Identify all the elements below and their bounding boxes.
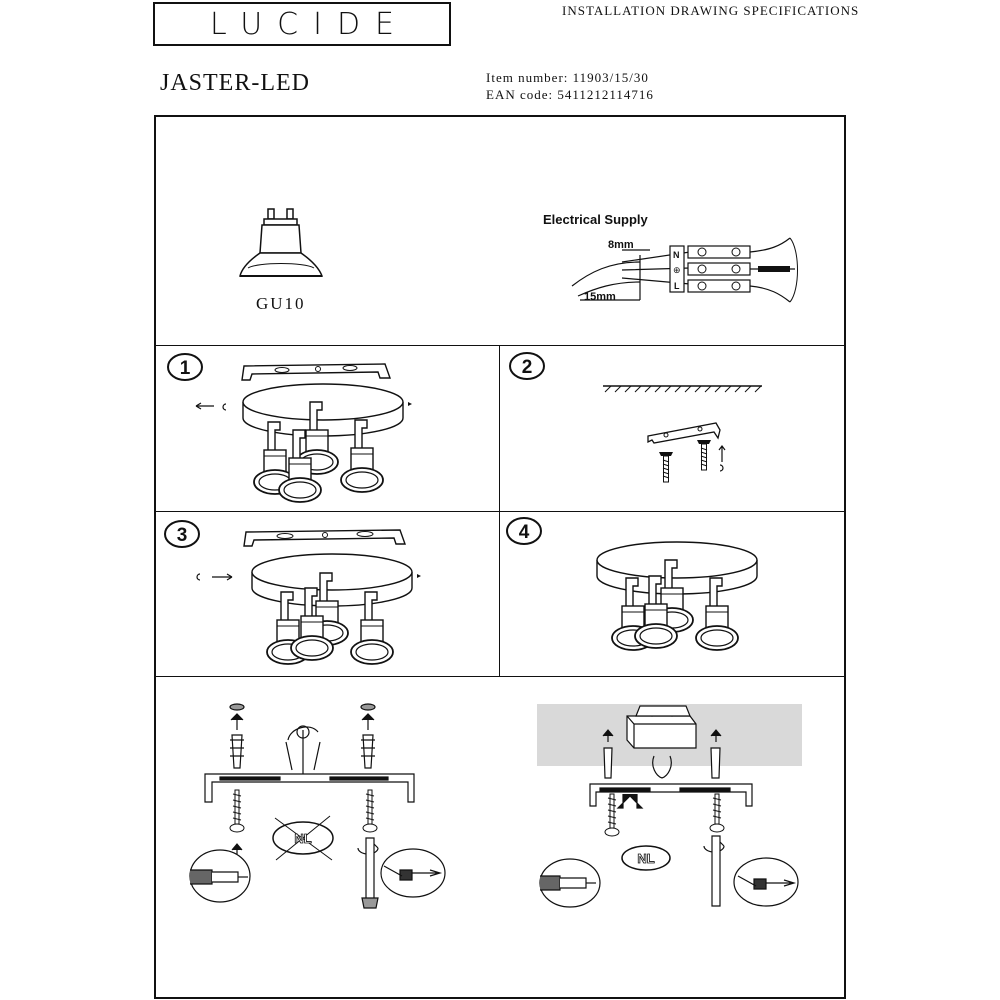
step-3-badge	[165, 521, 199, 547]
step-2-drawing	[603, 386, 762, 482]
step-2-badge	[510, 353, 544, 379]
nl-badge-left	[294, 831, 311, 846]
step-1-number: 1	[179, 358, 191, 379]
step-3-drawing	[197, 530, 421, 664]
sheath-length-label: 15mm	[584, 291, 616, 303]
electrical-supply-title: Electrical Supply	[543, 212, 648, 227]
step-4-drawing	[597, 542, 757, 650]
item-number-value: 11903/15/30	[572, 70, 649, 85]
item-number-label: Item number:	[486, 70, 569, 85]
step-4-number: 4	[518, 522, 530, 543]
mounting-diagram-left	[190, 704, 445, 908]
terminal-n-label: N	[673, 250, 680, 260]
terminal-l-label: L	[674, 281, 680, 291]
ean-label: EAN code:	[486, 87, 554, 102]
terminal-block-icon	[670, 238, 798, 302]
terminal-earth-label: ⊕	[673, 265, 681, 275]
document-title: INSTALLATION DRAWING SPECIFICATIONS	[562, 3, 860, 18]
step-1-drawing	[196, 364, 412, 502]
product-name: JASTER-LED	[160, 70, 310, 96]
ean-value: 5411212114716	[557, 87, 654, 102]
strip-length-label: 8mm	[608, 239, 634, 251]
step-4-badge	[507, 518, 541, 544]
bulb-label: GU10	[256, 294, 306, 313]
gu10-bulb-icon	[240, 209, 322, 276]
step-1-badge	[168, 354, 202, 380]
brand-logo-text: LUCIDE	[209, 7, 410, 42]
nl-badge-right-text: NL	[637, 851, 655, 866]
nl-badge-left-text: NL	[294, 831, 312, 846]
step-3-number: 3	[176, 525, 188, 546]
step-2-number: 2	[521, 357, 533, 378]
